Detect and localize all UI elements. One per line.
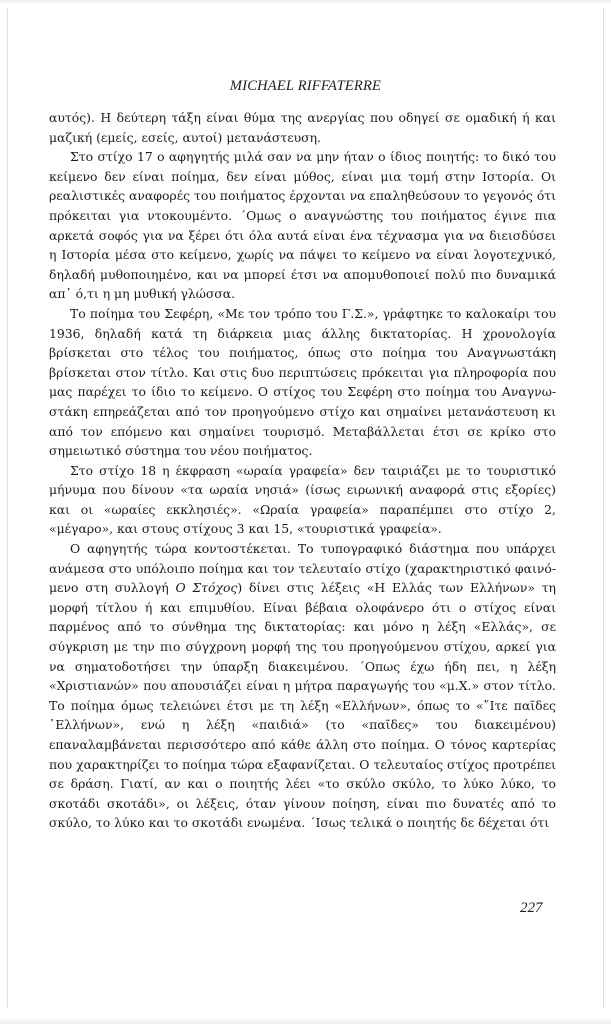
book-title: Ο Στόχος <box>175 580 238 596</box>
paragraph <box>49 108 556 147</box>
paragraph <box>49 461 556 539</box>
paragraph <box>49 147 556 304</box>
paragraph-text: ) δίνει στις λέξεις «Η Ελλάς των Ελλήνων» τη μορφή τίτλου ή και επιμυθίου. Είναι βέβαια ολοφάνερο ότι ο στίχος είναι παρμένος από το σύνθημα της δικτατορίας: και μόνο η λέξη «Ελλάς», σε σύγκριση με την πιο σύγχρονη μορφή της του προηγούμενου στίχου, αρκεί για να σηματοδοτήσει την ύπαρξη διακειμένου. ΄Οπως έχω ήδη πει, η λέξη «Χριστιανών» που απουσιάζει είναι η μήτρα παραγωγής του «μ.Χ.» στον τίτλο. Το ποίημα όμως τελειώνει έτσι με τη λέξη «Ελλήνων», όπως το «῎Ιτε παῖδες ῾Ελλήνων», ενώ η λέξη «παιδιά» (το «παῖδες» του διακειμένου) επαναλαμβάνεται περισσότερο από κάθε άλλη στο ποίημα. Ο τόνος καρτερίας που χαρακτηρίζει το ποίημα τώρα εξαφανίζεται. Ο τελευταίος στίχος προτρέπει σε δράση. Γιατί, αν και ο ποιητής λέει «το σκύλο σκύλο, το λύκο λύκο, το σκοτάδι σκοτάδι», οι λέξεις, όταν γίνουν ποίηση, είναι πιο δυνατές από το σκύλο, το λύκο και το σκοτάδι ενωμένα. ΄Ισως τελικά ο ποιητής δε δέχεται ότι <box>49 580 556 831</box>
scan-edge-left <box>7 8 8 1008</box>
paragraph-text: Στο στίχο 18 η έκφραση «ωραία γραφεία» δεν ταιριάζει με το τουριστικό μήνυμα που δίνουν «τα ωραία νησιά» (ίσως ειρωνική αναφορά στις εξορίες) και οι «ωραίες εκκλησιές». «Ωραία γραφεία» παραπέμπει στο στίχο 2, «μέγαρο», και στους στίχους 3 και 15, «τουριστικά γραφεία». <box>49 462 556 537</box>
paragraph-text: Το ποίημα του Σεφέρη, «Με τον τρόπο του Γ.Σ.», γράφτηκε το καλοκαίρι του 1936, δηλαδή κατά τη διάρκεια μιας άλλης δικτατορίας. Η χρονολογία βρίσκεται στο τέλος του ποιήματος, όπως στο ποίημα του Αναγνωστάκη βρίσκεται στον τίτλο. Και στις δυο περιπτώσεις πρόκειται για πληροφορία που μας παρέχει το ίδιο το κείμενο. Ο στίχος του Σεφέρη στο ποίημα του Αναγνωστάκη επηρεάζεται από τον προηγούμενο στίχο και σημαίνει μετανάστευση κι από τον επόμενο και σημαίνει τουρισμό. Μεταβάλλεται έτσι σε κρίκο στο σημειωτικό σύστημα του νέου ποιήματος. <box>49 305 556 459</box>
scan-edge-bottom <box>0 1018 611 1024</box>
body-text <box>49 108 556 833</box>
scan-edge-top <box>0 0 611 4</box>
paragraph-text: αυτός). Η δεύτερη τάξη είναι θύμα της ανεργίας που οδηγεί σε ομαδική ή και μαζική (εμείς, εσείς, αυτοί) μετανάστευση. <box>49 110 556 145</box>
paragraph-text: Στο στίχο 17 ο αφηγητής μιλά σαν να μην ήταν ο ίδιος ποιητής: το δικό του κείμενο δεν είναι ποίημα, δεν είναι μύθος, είναι μια τομή στην Ιστορία. Οι ρεαλιστικές αναφορές του ποιήματος έρχονται να επαληθεύσουν το γεγονός ότι πρόκειται για ντοκουμέντο. ΄Ομως ο αναγνώστης του ποιήματος έγινε πια αρκετά σοφός για να ξέρει ότι όλα αυτά είναι ένα τέχνασμα για να διεισδύσει η Ιστορία μέσα στο κείμενο, χωρίς να πάψει το κείμενο να είναι λογοτεχνικό, δηλαδή μυθοποιημένο, και να μπορεί έτσι να απομυθοποιεί πολύ πιο δυναμικά απ᾿ ό,τι η μη μυθική γλώσσα. <box>49 149 556 302</box>
page-number: 227 <box>520 900 543 916</box>
running-head: MICHAEL RIFFATERRE <box>229 78 382 94</box>
paragraph <box>49 539 556 833</box>
paragraph-text: Ο αφηγητής τώρα κοντοστέκεται. Το τυπογραφικό διάστημα που υπάρχει ανάμεσα στο υπόλοιπο ποίημα και τον τελευταίο στίχο (χαρακτηριστικό φαινόμενο στη συλλογή <box>49 541 556 596</box>
paragraph <box>49 304 556 461</box>
scan-edge-right <box>603 8 604 1008</box>
